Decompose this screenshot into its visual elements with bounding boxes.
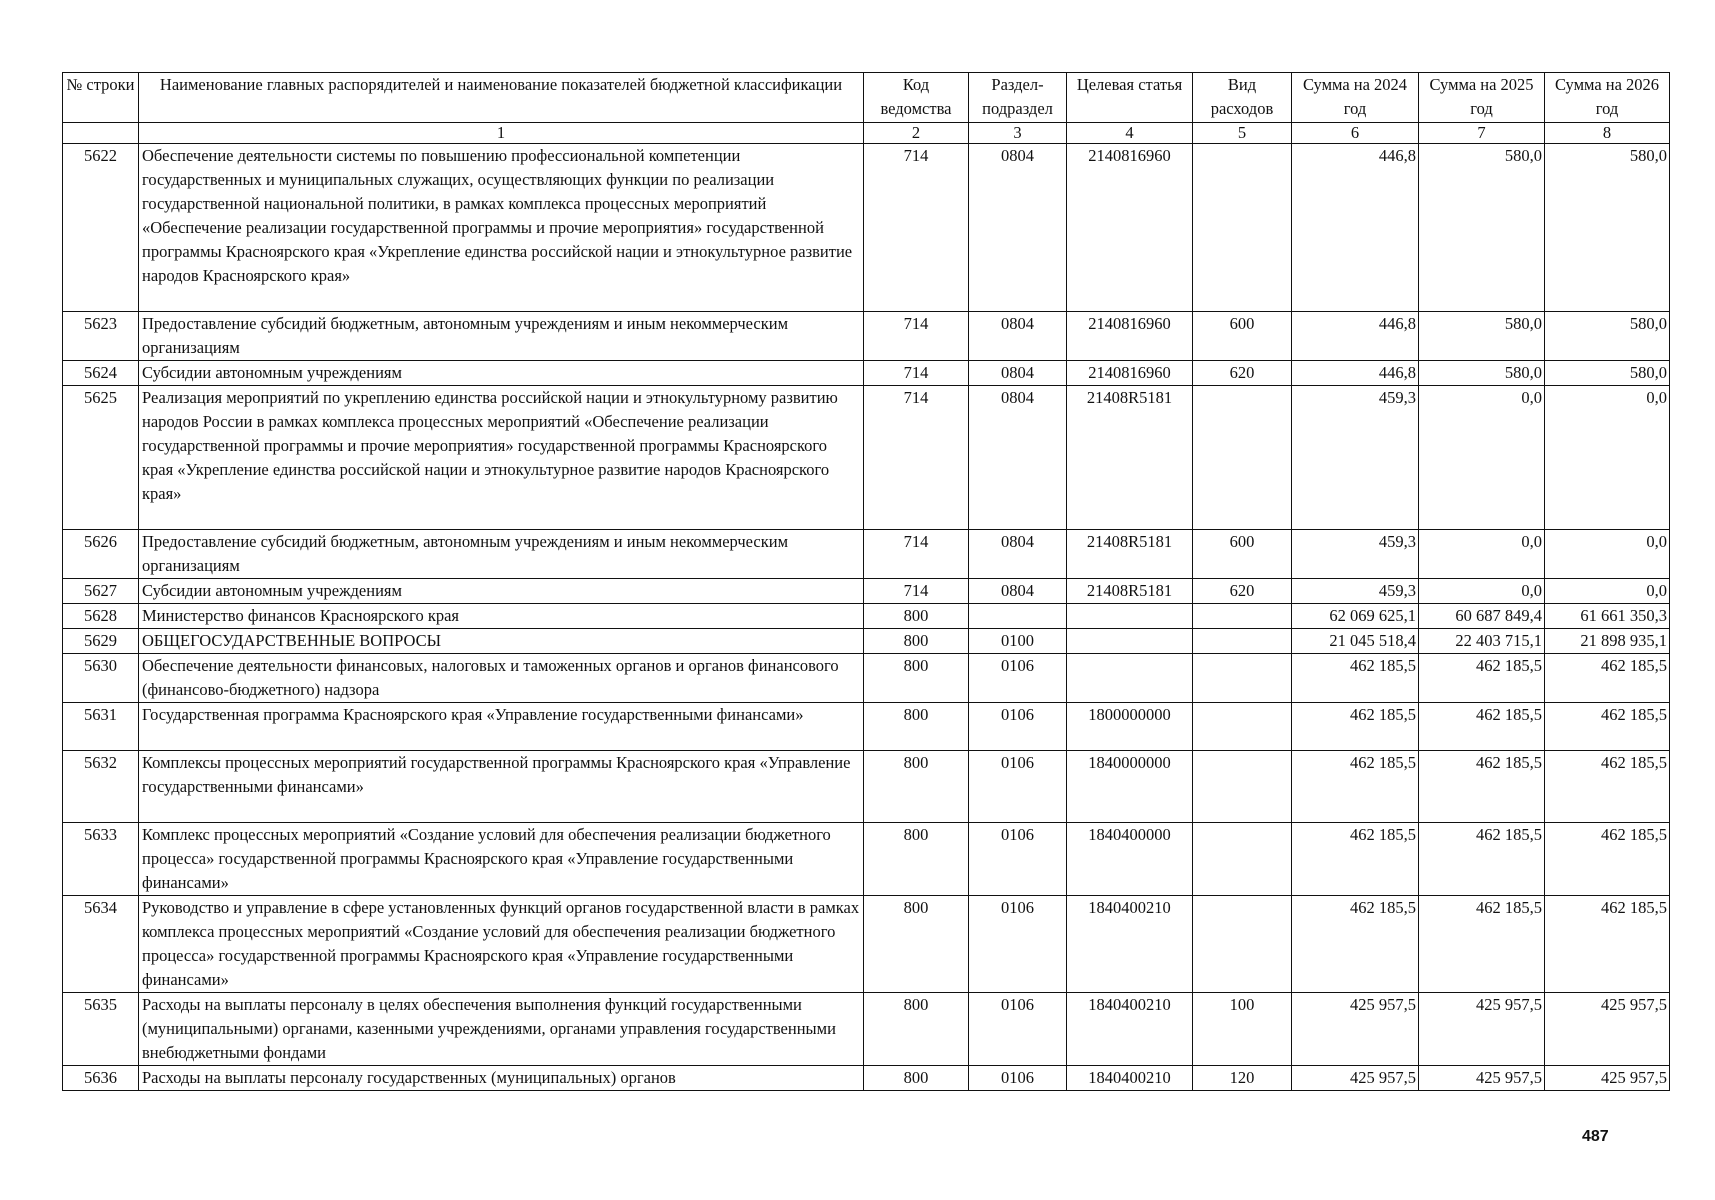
row-dept-code: 800 (864, 896, 969, 993)
row-sum-2026: 580,0 (1545, 312, 1670, 361)
table-row (63, 530, 1670, 579)
row-sum-2024: 62 069 625,1 (1292, 604, 1419, 629)
row-sum-2024: 462 185,5 (1292, 896, 1419, 993)
row-section: 0100 (969, 629, 1067, 654)
row-number: 5632 (63, 751, 139, 823)
row-section: 0804 (969, 361, 1067, 386)
table-row (63, 1066, 1670, 1091)
table-row (63, 703, 1670, 751)
table-row (63, 579, 1670, 604)
row-dept-code: 800 (864, 993, 969, 1066)
row-dept-code: 800 (864, 1066, 969, 1091)
row-expense-type (1193, 823, 1292, 896)
row-target-article: 1840400210 (1067, 896, 1193, 993)
row-sum-2026: 0,0 (1545, 530, 1670, 579)
row-expense-type (1193, 604, 1292, 629)
row-target-article: 21408R5181 (1067, 579, 1193, 604)
row-expense-type (1193, 703, 1292, 751)
table-row (63, 993, 1670, 1066)
row-expense-type (1193, 751, 1292, 823)
row-name: Руководство и управление в сфере установленных функций органов государственной власти в рамках комплекса процессных мероприятий «Создание условий для обеспечения реализации бюджетного процесса» государственной программы Красноярского края «Управление государственными финансами» (139, 896, 864, 993)
row-sum-2025: 0,0 (1419, 386, 1545, 530)
row-sum-2025: 0,0 (1419, 579, 1545, 604)
row-sum-2026: 61 661 350,3 (1545, 604, 1670, 629)
row-sum-2025: 60 687 849,4 (1419, 604, 1545, 629)
row-dept-code: 800 (864, 604, 969, 629)
row-section: 0804 (969, 312, 1067, 361)
row-sum-2026: 462 185,5 (1545, 896, 1670, 993)
row-sum-2024: 446,8 (1292, 312, 1419, 361)
row-name: Комплекс процессных мероприятий «Создание условий для обеспечения реализации бюджетного процесса» государственной программы Красноярского края «Управление государственными финансами» (139, 823, 864, 896)
row-sum-2024: 425 957,5 (1292, 1066, 1419, 1091)
row-sum-2026: 0,0 (1545, 579, 1670, 604)
row-target-article: 21408R5181 (1067, 386, 1193, 530)
row-number: 5634 (63, 896, 139, 993)
table-row (63, 896, 1670, 993)
row-sum-2025: 425 957,5 (1419, 1066, 1545, 1091)
row-number: 5622 (63, 144, 139, 312)
row-sum-2025: 580,0 (1419, 312, 1545, 361)
row-expense-type (1193, 896, 1292, 993)
row-expense-type (1193, 386, 1292, 530)
row-target-article: 1840000000 (1067, 751, 1193, 823)
row-section: 0106 (969, 654, 1067, 703)
table-row (63, 144, 1670, 312)
row-target-article: 1840400210 (1067, 1066, 1193, 1091)
row-expense-type: 620 (1193, 361, 1292, 386)
row-dept-code: 800 (864, 629, 969, 654)
row-sum-2024: 459,3 (1292, 579, 1419, 604)
row-name: Государственная программа Красноярского края «Управление государственными финансами» (139, 703, 864, 751)
row-sum-2026: 462 185,5 (1545, 823, 1670, 896)
row-target-article: 2140816960 (1067, 312, 1193, 361)
row-name: Предоставление субсидий бюджетным, автономным учреждениям и иным некоммерческим организациям (139, 530, 864, 579)
table-row (63, 312, 1670, 361)
row-name: Комплексы процессных мероприятий государственной программы Красноярского края «Управление государственными финансами» (139, 751, 864, 823)
row-sum-2024: 462 185,5 (1292, 654, 1419, 703)
column-number: 1 (139, 123, 864, 144)
header-row (63, 73, 1670, 123)
row-name: Расходы на выплаты персоналу в целях обеспечения выполнения функций государственными (муниципальными) органами, казенными учреждениями, органами управления государственными внебюджетными фондами (139, 993, 864, 1066)
row-dept-code: 714 (864, 579, 969, 604)
row-sum-2024: 462 185,5 (1292, 703, 1419, 751)
column-number: 6 (1292, 123, 1419, 144)
row-sum-2025: 425 957,5 (1419, 993, 1545, 1066)
row-section: 0106 (969, 896, 1067, 993)
column-number: 7 (1419, 123, 1545, 144)
row-dept-code: 714 (864, 144, 969, 312)
table-row (63, 361, 1670, 386)
row-dept-code: 800 (864, 703, 969, 751)
row-sum-2025: 462 185,5 (1419, 751, 1545, 823)
row-sum-2026: 21 898 935,1 (1545, 629, 1670, 654)
row-sum-2026: 580,0 (1545, 361, 1670, 386)
row-sum-2024: 425 957,5 (1292, 993, 1419, 1066)
header-row-no: № строки (63, 73, 139, 123)
header-sum-2025: Сумма на 2025 год (1419, 73, 1545, 123)
row-section: 0804 (969, 579, 1067, 604)
row-sum-2024: 459,3 (1292, 530, 1419, 579)
page-number: 487 (1582, 1128, 1609, 1145)
row-number: 5633 (63, 823, 139, 896)
header-sum-2026: Сумма на 2026 год (1545, 73, 1670, 123)
row-sum-2024: 462 185,5 (1292, 751, 1419, 823)
row-target-article (1067, 629, 1193, 654)
row-expense-type (1193, 654, 1292, 703)
row-sum-2026: 462 185,5 (1545, 654, 1670, 703)
row-sum-2024: 462 185,5 (1292, 823, 1419, 896)
row-sum-2026: 425 957,5 (1545, 1066, 1670, 1091)
row-name: Субсидии автономным учреждениям (139, 579, 864, 604)
row-number: 5628 (63, 604, 139, 629)
row-sum-2025: 580,0 (1419, 361, 1545, 386)
row-target-article: 2140816960 (1067, 144, 1193, 312)
row-section: 0106 (969, 993, 1067, 1066)
row-dept-code: 800 (864, 751, 969, 823)
row-name: Реализация мероприятий по укреплению единства российской нации и этнокультурному развитию народов России в рамках комплекса процессных мероприятий «Обеспечение реализации государственной программы и прочие мероприятия» государственной программы Красноярского края «Укрепление единства российской нации и этнокультурное развитие народов Красноярского края» (139, 386, 864, 530)
row-number: 5636 (63, 1066, 139, 1091)
row-target-article: 2140816960 (1067, 361, 1193, 386)
row-sum-2025: 462 185,5 (1419, 896, 1545, 993)
column-number: 8 (1545, 123, 1670, 144)
row-section: 0804 (969, 144, 1067, 312)
row-number: 5624 (63, 361, 139, 386)
column-number: 3 (969, 123, 1067, 144)
row-dept-code: 714 (864, 386, 969, 530)
budget-table-container (62, 72, 1669, 1091)
row-name: Расходы на выплаты персоналу государственных (муниципальных) органов (139, 1066, 864, 1091)
row-section: 0106 (969, 1066, 1067, 1091)
row-expense-type: 120 (1193, 1066, 1292, 1091)
row-expense-type (1193, 629, 1292, 654)
row-expense-type: 600 (1193, 312, 1292, 361)
row-section: 0106 (969, 751, 1067, 823)
table-row (63, 751, 1670, 823)
header-name: Наименование главных распорядителей и наименование показателей бюджетной классификации (139, 73, 864, 123)
row-section: 0804 (969, 386, 1067, 530)
row-sum-2024: 446,8 (1292, 361, 1419, 386)
row-target-article: 1840400210 (1067, 993, 1193, 1066)
row-sum-2026: 425 957,5 (1545, 993, 1670, 1066)
row-name: Субсидии автономным учреждениям (139, 361, 864, 386)
column-number-blank (63, 123, 139, 144)
row-dept-code: 800 (864, 654, 969, 703)
row-sum-2025: 462 185,5 (1419, 823, 1545, 896)
row-sum-2026: 0,0 (1545, 386, 1670, 530)
row-target-article (1067, 654, 1193, 703)
column-number-row (63, 123, 1670, 144)
row-expense-type: 620 (1193, 579, 1292, 604)
row-section: 0804 (969, 530, 1067, 579)
header-section: Раздел-подраздел (969, 73, 1067, 123)
column-number: 2 (864, 123, 969, 144)
row-number: 5629 (63, 629, 139, 654)
row-sum-2025: 0,0 (1419, 530, 1545, 579)
row-number: 5623 (63, 312, 139, 361)
row-name: Обеспечение деятельности финансовых, налоговых и таможенных органов и органов финансового (финансово-бюджетного) надзора (139, 654, 864, 703)
row-target-article: 1800000000 (1067, 703, 1193, 751)
row-dept-code: 714 (864, 530, 969, 579)
row-dept-code: 714 (864, 312, 969, 361)
budget-table (62, 72, 1670, 1091)
row-number: 5625 (63, 386, 139, 530)
row-name: Обеспечение деятельности системы по повышению профессиональной компетенции государственных и муниципальных служащих, осуществляющих функции по реализации государственной национальной политики, в рамках комплекса процессных мероприятий «Обеспечение реализации государственной программы и прочие мероприятия» государственной программы Красноярского края «Укрепление единства российской нации и этнокультурное развитие народов Красноярского края» (139, 144, 864, 312)
row-sum-2024: 21 045 518,4 (1292, 629, 1419, 654)
header-dept-code: Код ведомства (864, 73, 969, 123)
row-number: 5630 (63, 654, 139, 703)
row-expense-type (1193, 144, 1292, 312)
row-sum-2026: 462 185,5 (1545, 703, 1670, 751)
row-section: 0106 (969, 823, 1067, 896)
row-name: Предоставление субсидий бюджетным, автономным учреждениям и иным некоммерческим организациям (139, 312, 864, 361)
header-expense-type: Вид расходов (1193, 73, 1292, 123)
row-expense-type: 100 (1193, 993, 1292, 1066)
table-row (63, 604, 1670, 629)
table-row (63, 386, 1670, 530)
table-row (63, 823, 1670, 896)
row-sum-2025: 22 403 715,1 (1419, 629, 1545, 654)
row-sum-2025: 580,0 (1419, 144, 1545, 312)
row-sum-2025: 462 185,5 (1419, 703, 1545, 751)
header-sum-2024: Сумма на 2024 год (1292, 73, 1419, 123)
row-number: 5635 (63, 993, 139, 1066)
row-section: 0106 (969, 703, 1067, 751)
row-name: ОБЩЕГОСУДАРСТВЕННЫЕ ВОПРОСЫ (139, 629, 864, 654)
row-target-article (1067, 604, 1193, 629)
table-row (63, 654, 1670, 703)
row-number: 5631 (63, 703, 139, 751)
row-dept-code: 800 (864, 823, 969, 896)
row-target-article: 21408R5181 (1067, 530, 1193, 579)
row-number: 5627 (63, 579, 139, 604)
row-dept-code: 714 (864, 361, 969, 386)
row-sum-2024: 446,8 (1292, 144, 1419, 312)
row-expense-type: 600 (1193, 530, 1292, 579)
column-number: 5 (1193, 123, 1292, 144)
row-section (969, 604, 1067, 629)
table-row (63, 629, 1670, 654)
row-target-article: 1840400000 (1067, 823, 1193, 896)
row-sum-2025: 462 185,5 (1419, 654, 1545, 703)
row-name: Министерство финансов Красноярского края (139, 604, 864, 629)
row-sum-2026: 462 185,5 (1545, 751, 1670, 823)
row-sum-2026: 580,0 (1545, 144, 1670, 312)
column-number: 4 (1067, 123, 1193, 144)
row-sum-2024: 459,3 (1292, 386, 1419, 530)
row-number: 5626 (63, 530, 139, 579)
header-target-article: Целевая статья (1067, 73, 1193, 123)
